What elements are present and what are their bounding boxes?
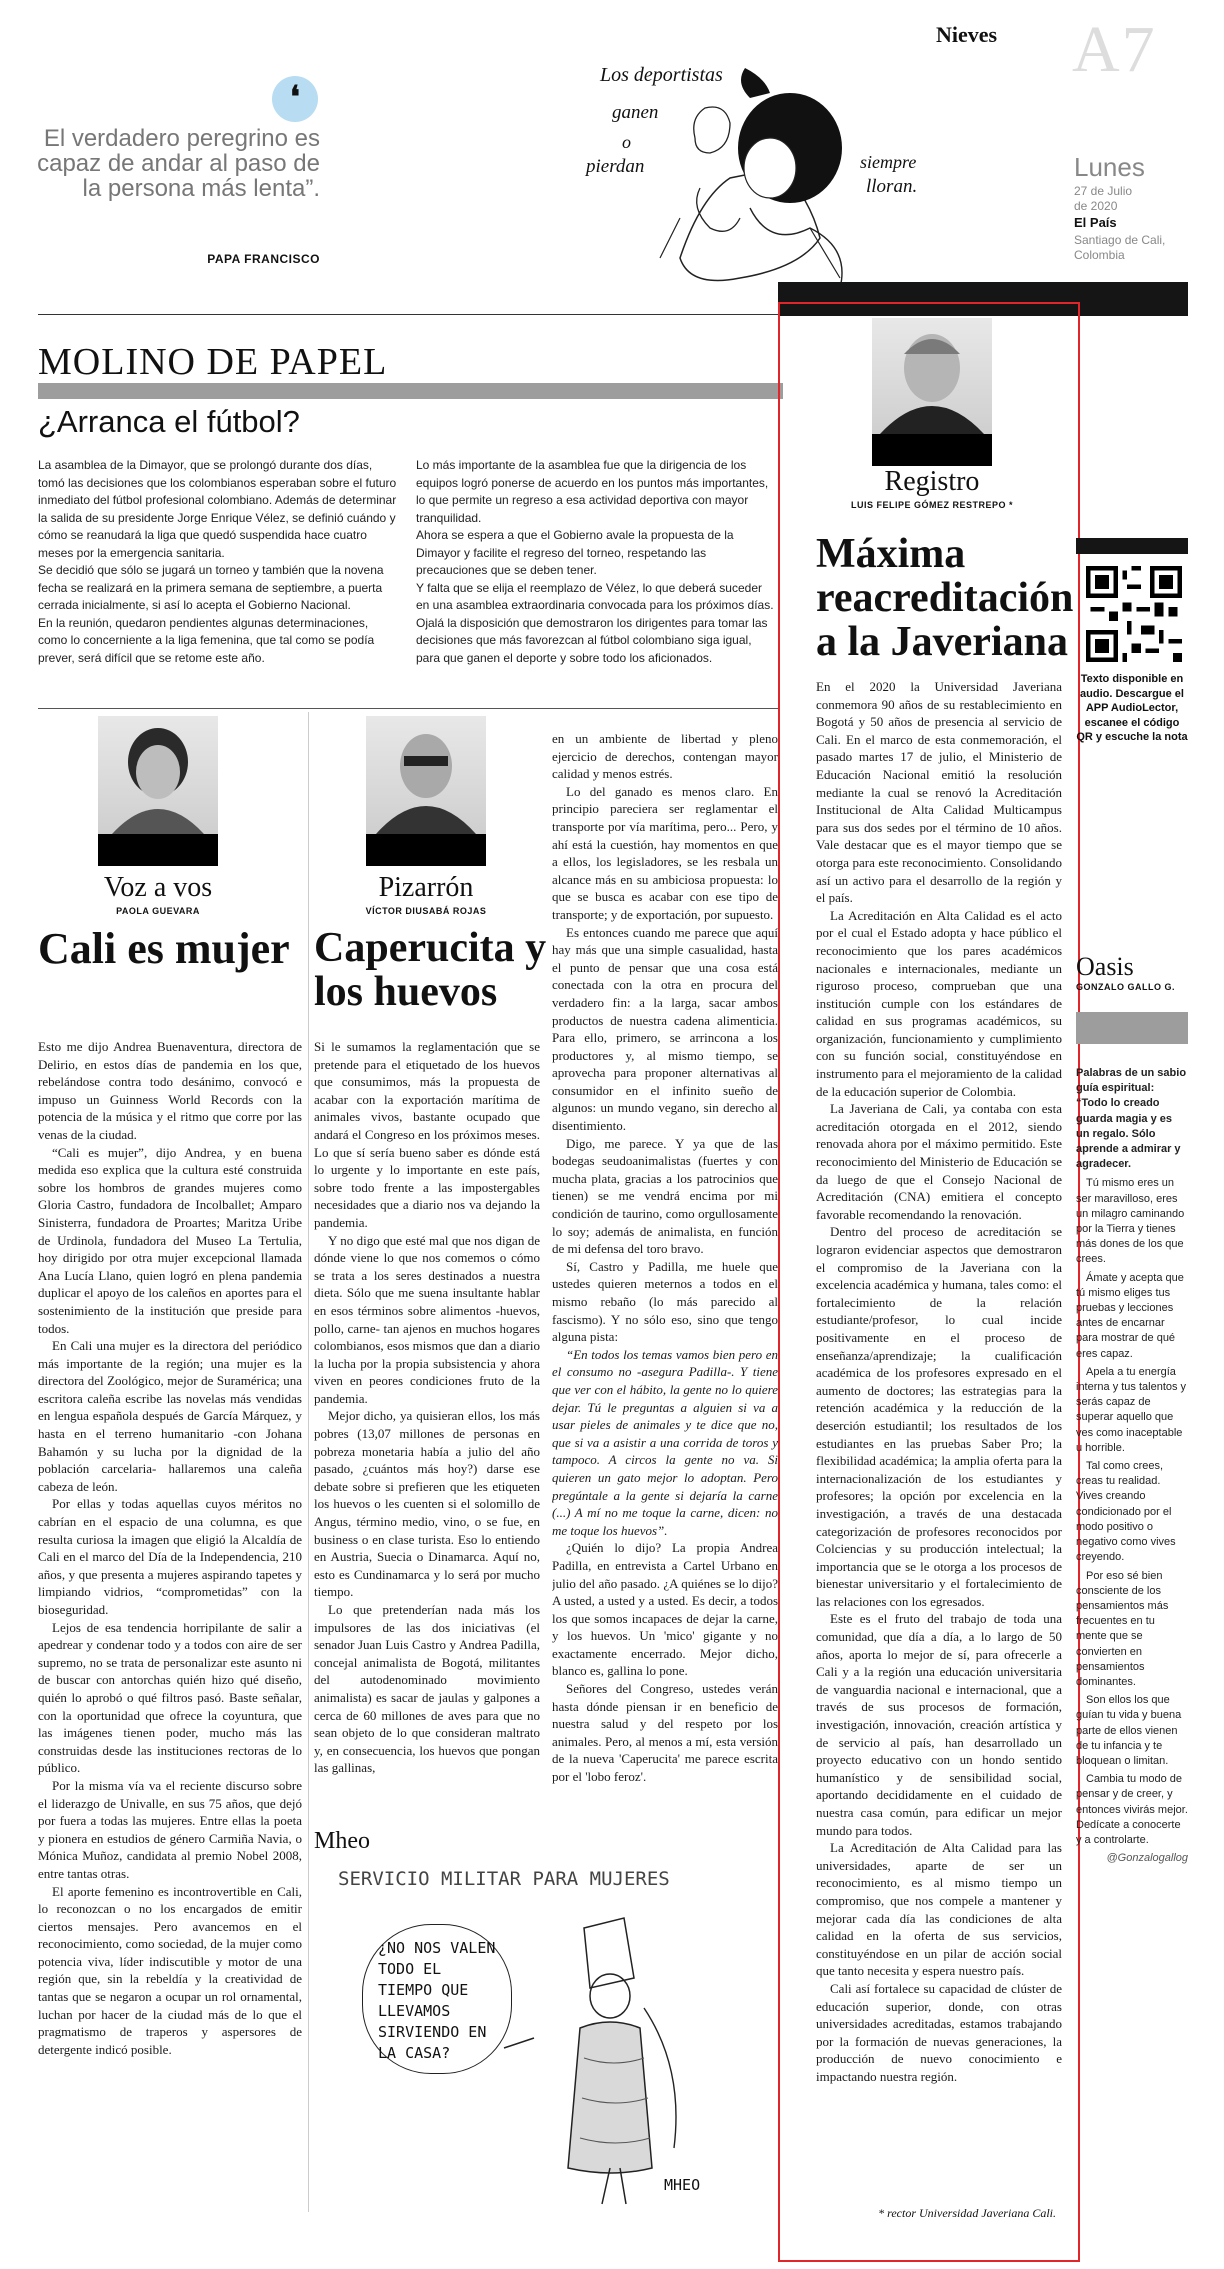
- pizarron-body-2: [552, 730, 778, 1818]
- section-name: Nieves: [936, 22, 998, 47]
- cartoon-text-6: lloran.: [866, 176, 918, 197]
- author-photo: [98, 716, 218, 834]
- oasis-p3: Apela a tu energía interna y tus talentos y serás capaz de superar aquello que ves como inaceptable u horrible.: [1076, 1365, 1187, 1454]
- oasis-body: [1076, 1066, 1188, 2106]
- photo-bar: [366, 834, 486, 866]
- registro-footnote: * rector Universidad Javeriana Cali.: [878, 2206, 1056, 2220]
- pizarron-p10: ¿Quién lo dijo? La propia Andrea Padilla, en entrevista a Cartel Urbano en julio del año pasado. ¿A quiénes se lo dijo? A usted, a usted y a usted. Es decir, a todos los que somos incapaces de dejar la carne, y los huevos. Un 'mico' gigante y no exactamente encerrado. Mejor dicho, blanco es, gallina lo pone.: [552, 1540, 778, 1679]
- registro-p7: Cali así fortalece su capacidad de clúster de educación superior, donde, con otras universidades acreditadas, estamos trabajando por la formación de nuevas generaciones, la producción de nuevo conocimiento e impactando nuestra región.: [816, 1980, 1062, 2084]
- cartoon-text-5: siempre: [860, 152, 917, 172]
- column-name-voz: Voz a vos: [103, 872, 213, 903]
- oasis-p6: Son ellos los que guían tu vida y buena parte de ellos vienen de tu infancia y te bloquean o limitan.: [1076, 1694, 1182, 1767]
- voz-p1: Esto me dijo Andrea Buenaventura, directora de Delirio, en estos días de pandemia en los que, rebelándose contra todo desánimo, convocó e impuso un Guinness World Records con la potencia de la música y el ritmo que corre por las venas de la ciudad.: [38, 1039, 302, 1142]
- editorial-p4: Lo más importante de la asamblea fue que la dirigencia de los equipos logró ponerse de acuerdo en los puntos más importantes, lo que permite un regreso a esa actividad deportiva con mayor tranquilidad.: [416, 458, 769, 525]
- pizarron-p2: Y no digo que esté mal que nos digan de dónde viene lo que nos comemos o cómo se trata a los seres destinados a nuestra dieta. Sólo que me suena insultante hablar en esos términos sobre alimentos -huevos, pollo, carne- tan ajenos en muchos hogares colombianos, esos mismos que dan a diario la lucha por la propia subsistencia y ahora viven en peores condiciones fruto de la pandemia.: [314, 1232, 540, 1406]
- quote-icon: ❛: [272, 76, 318, 122]
- editorial-p6: Y falta que se elija el reemplazo de Vélez, lo que deberá suceder en una asamblea extraordinaria convocada para los próximos días.: [416, 580, 774, 612]
- pizarron-p8: Digo, me parece. Y ya que de las bodegas seudoanimalistas (fuertes y con mucha plata, gracias a los patrocinios que tienen) se me vendrá encima por mi condición de taurino, como orgullosamente lo soy; además de animalista, en función de mi defensa del toro bravo.: [552, 1135, 778, 1257]
- sidebar-black-bar: [1076, 538, 1188, 554]
- pizarron-p3: Mejor dicho, ya quisieran ellos, los más pobres (13,07 millones de personas en pobreza monetaria había a julio del año pasado, ¿cuántos más hoy?) darse ese debate sobre si prefieren que les etiqueten los huevos o les cuenten si el solomillo de Angus, término medio, vino, o se fue, en business o en clase turista. Eso lo entiendo en Austria, Suecia o Dinamarca. Aquí no, esto es Cundinamarca y lo será por mucho tiempo.: [314, 1408, 540, 1600]
- column-name-pizarron: Pizarrón: [378, 872, 474, 903]
- oasis-p7: Cambia tu modo de pensar y de creer, y entonces vivirás mejor. Dedícate a conocerte y a controlarte.: [1076, 1773, 1188, 1846]
- voz-p6: Por la misma vía va el reciente discurso sobre el liderazgo de Univalle, en sus 75 años, que dejó por fuera a todas las mujeres. Entre ellas la poeta y pionera en estudios de género Carmiña Navia, o Mónica Muñoz, candidata al premio Nobel 2008, entre tantas otras.: [38, 1777, 302, 1881]
- mheo-title: SERVICIO MILITAR PARA MUJERES: [338, 1868, 670, 1890]
- qr-caption: Texto disponible en audio. Descargue el APP AudioLector, escanee el código QR y escuche la nota: [1076, 673, 1188, 743]
- editorial-title: ¿Arranca el fútbol?: [38, 404, 300, 439]
- date-line-2: de 2020: [1074, 199, 1118, 213]
- pizarron-p1: Si le sumamos la reglamentación que se pretende para el etiquetado de los huevos que consumimos, más la propuesta de acabar con la exportación marítima de animales vivos, bastante ocupado que andará el Congreso en los próximos meses. Lo que sí sería bueno saber es dónde está lo urgente y lo importante en este país, sobre todo frente a las impostergables necesidades que a diario nos va dejando la pandemia.: [314, 1039, 540, 1230]
- editorial-col-1: [38, 457, 398, 697]
- author-photo: [366, 716, 486, 834]
- editorial-p2: Se decidió que sólo se jugará un torneo y también que la novena fecha se realizará en la primera semana de septiembre, a puerta cerrada inicialmente, si así lo acepta el Gobierno Nacional.: [38, 563, 384, 612]
- headline-registro: Máxima reacreditación a la Javeriana: [816, 531, 1074, 666]
- column-name-oasis: Oasis: [1076, 952, 1134, 981]
- mheo-bubble-text: ¿NO NOS VALEN TODO EL TIEMPO QUE LLEVAMOS SIRVIENDO EN LA CASA?: [378, 1939, 496, 2062]
- city-line-2: Colombia: [1074, 248, 1125, 262]
- pizarron-p9: Sí, Castro y Padilla, me huele que ustedes quieren meternos a todos en el mismo rebaño (lo más parecido al fascismo). Y no sólo eso, sino que tengo alguna pista:: [552, 1258, 778, 1345]
- section-title: MOLINO DE PAPEL: [38, 341, 388, 383]
- cartoon-text-1: Los deportistas: [600, 64, 723, 86]
- registro-p1: En el 2020 la Universidad Javeriana conmemora 90 años de su restablecimiento en Bogotá y 50 años de presencia al servicio de Cali. En el marco de esta conmemoración, el pasado martes 17 de julio, el Ministerio de Educación Nacional emitió la resolución mediante la cual se renovó la Acreditación Institucional de Alta Calidad Multicampus para sus dos sedes por el término de 10 años. Vale destacar que es el mayor tiempo que se otorga para este reconocimiento. Consolidando así un activo para el desarrollo de la región y el país.: [816, 679, 1062, 906]
- author-name-oasis: GONZALO GALLO G.: [1076, 982, 1175, 992]
- mheo-label: Mheo: [314, 1828, 370, 1854]
- pizarron-p6: Lo del ganado es menos claro. En principio pareciera ser reglamentar el transporte por vía marítima, pero... Pero, y ahí está la cuestión, hay momentos en que a ellos, los legisladores, se les resbala un alcance más en su ambiciosa propuesta: lo que se busca es acabar con ese tipo de transporte; y de exportación, por supuesto.: [552, 783, 778, 922]
- column-divider: [308, 712, 309, 2212]
- voz-p4: Por ellas y todas aquellas cuyos méritos no cabrían en el espacio de una columna, es que resulta curiosa la imagen que eligió la Alcaldía de Cali en el marco del Día de la Independencia, 210 años, y que presenta a mujeres aspirando tapetes y limpiando vidrios, “comprometidas” con la bioseguridad.: [38, 1496, 302, 1617]
- headline-pizarron: Caperucita y los huevos: [314, 925, 547, 1016]
- oasis-handle[interactable]: @Gonzalogallog: [1106, 1852, 1188, 1865]
- cartoon-text-4: pierdan: [586, 156, 645, 177]
- editorial-p7: Ojalá la disposición que demostraron los dirigentes para tomar las decisiones que más favorezcan al fútbol colombiano siga igual, para que ganen el deporte y sobre todo los aficionados.: [416, 615, 768, 665]
- author-name-voz: PAOLA GUEVARA: [116, 906, 200, 916]
- editorial-p5: Ahora se espera a que el Gobierno avale la propuesta de la Dimayor y facilite el regreso del torneo, respetando las precauciones que se deben tener.: [416, 528, 734, 577]
- registro-body: [816, 678, 1062, 2218]
- author-name-registro: LUIS FELIPE GÓMEZ RESTREPO *: [850, 500, 1014, 510]
- pizarron-p4: Lo que pretenderían nada más los impulsores de las dos iniciativas (el senador Juan Luis Castro y Andrea Padilla, concejal animalista de Bogotá, militantes del autodenominado movimiento animalista) es sacar de jaulas y galpones a cerca de 60 millones de aves para que no sean objeto de lo que consideran maltrato y, en consecuencia, los huevos que pongan las gallinas,: [314, 1602, 540, 1776]
- registro-p4: Dentro del proceso de acreditación se lograron evidenciar aspectos que demostraron el compromiso de la Javeriana con la excelencia académica y humana, tales como: el fortalecimiento de la relación estudiante/profesor, lo cual incide positivamente en el proceso de enseñanza/aprendizaje; la cualificación académica de los profesores expresado en el aumento de doctores; las estrategias para la retención académica y la reducción de la deserción estudiantil; los resultados de los estudiantes en las pruebas Saber Pro; la flexibilidad académica; la amplia oferta para la internacionalización de los estudiantes y profesores; la opción por excelencia en la investigación, a través de una destacada categorización de profesores reconocidos por Colciencias y su producción intelectual; la importancia que se le otorga a los procesos de bienestar universitario y el fortalecimiento de las relaciones con los egresados.: [816, 1224, 1062, 1609]
- city-line-1: Santiago de Cali,: [1074, 233, 1166, 247]
- registro-p2: La Acreditación en Alta Calidad es el acto por el cual el Estado adopta y hace público el reconocimiento que los pares académicos nacionales e internacionales, mediante un riguroso proceso, comprueban que una institución cumple con los estándares de calidad en sus programas académicos, su organización, funcionamiento y cumplimiento con su función social, constituyéndose en instrumento para el mejoramiento de la calidad de la educación superior de Colombia.: [816, 907, 1062, 1099]
- photo-bar: [98, 834, 218, 866]
- registro-p6: La Acreditación de Alta Calidad para las universidades, aparte de ser un reconocimiento, es al mismo tiempo un compromiso, que nos compele a mantener y mejorar cada día las condiciones de alta calidad en la oferta de sus servicios, constituyéndose en un pilar de acción social que tanto necesita y espera nuestro país.: [816, 1840, 1062, 1979]
- column-name-registro: Registro: [884, 466, 980, 497]
- oasis-p5: Por eso sé bien consciente de los pensamientos más frecuentes en tu mente que se convierten en pensamientos dominantes.: [1076, 1569, 1169, 1688]
- pizarron-p5: en un ambiente de libertad y pleno ejercicio de derechos, contengan mayor calidad y menos estrés.: [552, 731, 778, 782]
- oasis-p2: Ámate y acepta que tú mismo eliges tus pruebas y lecciones antes de encarnar para mostrar de qué eres capaz.: [1076, 1271, 1184, 1360]
- date-day: Lunes: [1074, 152, 1145, 182]
- pizarron-quote: “En todos los temas vamos bien pero en el consumo no -asegura Padilla-. Y tiene que ver con el hábito, la gente no lo quiere dejar. Tú le preguntas a alguien si va a usar pieles de animales y te dice que no, que si va a asistir a una corrida de toros y tampoco. A circos la gente no va. Si quieren un gato mejor lo adoptan. Pero pregúntale a la gente si dejaría la carne (...) A mí no me toque la carne, dicen: no me toque los huevos”.: [552, 1346, 778, 1538]
- cartoon-text-3: o: [622, 132, 631, 152]
- mheo-signature: MHEO: [664, 2176, 701, 2194]
- header-divider: [38, 314, 778, 315]
- quote-text: El verdadero peregrino es capaz de andar al paso de la persona más lenta”.: [37, 125, 320, 202]
- paper-name: El País: [1074, 215, 1117, 230]
- oasis-p4: Tal como crees, creas tu realidad. Vives creando condicionado por el modo positivo o negativo como vives creyendo.: [1076, 1460, 1176, 1564]
- pizarron-p7: Es entonces cuando me parece que aquí hay más que una simple casualidad, hasta el punto de pensar que una cosa está conectada con la otra en procura del verdadero fin: a la larga, sacar ambos productos de nuestra cadena alimenticia. Para ello, primero, se arrincona a los productores y, al mismo tiempo, se aprovecha para proponer alternativas al consumidor en el infinito sueño de algunos: un mundo vegano, sin derecho al disentimiento.: [552, 924, 778, 1134]
- voz-p2: “Cali es mujer”, dijo Andrea, y en buena medida eso explica que la cultura esté construida sobre los hombros de grandes mujeres como Gloria Castro, fundadora de Incolballet; Amparo Sinisterra, fundadora de Proartes; Maritza Uribe de Urdinola, fundadora del Museo La Tertulia, hoy dirigido por otra mujer excepcional llamada Ana Lucía Llano, quien logró en plena pandemia duplicar el apoyo de los caleños en aportes para el sostenimiento de la institución que preside para todos.: [38, 1144, 302, 1336]
- voz-body: [38, 1038, 302, 2222]
- editorial-p3: En la reunión, quedaron pendientes algunas determinaciones, como lo concerniente a la liga femenina, que tal como se podía prever, será difícil que se retome este año.: [38, 615, 375, 665]
- pizarron-body-1: [314, 1038, 540, 1818]
- cartoon-text-2: ganen: [612, 102, 659, 123]
- editorial-bar: [38, 383, 783, 399]
- woman-figure-icon: [314, 1858, 778, 2216]
- editorial-divider: [38, 708, 778, 709]
- mheo-cartoon: [314, 1858, 778, 2216]
- page-number: A7: [1072, 13, 1157, 86]
- oasis-lead: Palabras de un sabio guía espiritual: “Todo lo creado guarda magia y es un regalo. Sólo aprende a admirar y agradecer.: [1076, 1067, 1187, 1171]
- registro-p3: La Javeriana de Cali, ya contaba con esta acreditación otorgada en el 2012, siendo renovada ahora por el máximo permitido. Este reconocimiento del Ministerio de Educación se da luego de que el Consejo Nacional de Acreditación (CNA) emitiera el concepto favorable recomendando la renovación.: [816, 1101, 1062, 1222]
- editorial-p1: La asamblea de la Dimayor, que se prolongó durante dos días, tomó las decisiones que los colombianos esperaban sobre el futuro inmediato del fútbol profesional colombiano. Además de determinar la salida de su presidente Jorge Enrique Vélez, se definió cuándo y cómo se reanudará la liga que quedó suspendida hace cuatro meses por la emergencia sanitaria.: [38, 458, 397, 560]
- headline-voz: Cali es mujer: [38, 924, 290, 973]
- editorial-col-2: [416, 457, 778, 697]
- author-photo: [872, 318, 992, 434]
- pizarron-p11: Señores del Congreso, ustedes verán hasta dónde piensan ir en beneficio de nuestra salud y del respeto por los animales. Pero, al menos a mí, esta versión de la nueva 'Caperucita' me parece escrita por el 'lobo feroz'.: [552, 1681, 778, 1785]
- voz-p7: El aporte femenino es incontrovertible en Cali, lo reconozcan o no los encargados de emitir ciertos mensajes. Pero avancemos en el reconocimiento, como sociedad, de la mujer como potencia viva, líder indiscutible y motor de una región que, sin la rebeldía y la creatividad de tantas que se negaron a ocupar un rol ornamental, luchan por hacer de la ciudad más de lo que el pragmatismo de traperos y aspersores de detergente indicó posible.: [38, 1883, 302, 2057]
- photo-bar: [872, 434, 992, 466]
- oasis-p1: Tú mismo eres un ser maravilloso, eres un milagro caminando por la Tierra y tienes más dones de los que crees.: [1076, 1177, 1185, 1266]
- date-line-1: 27 de Julio: [1074, 184, 1133, 198]
- oasis-bar: [1076, 1012, 1188, 1044]
- voz-p5: Lejos de esa tendencia horripilante de salir a apedrear y condenar todo y a todos con aire de ser supremo, no se trata de personalizar este asunto ni de buscar con antorchas quién hizo qué diseño, quién lo aprobó o qué filtros pasó. Baste señalar, con la oportunidad que ofrece la coyuntura, que las imágenes tienen poder, mucho más las construidas desde las instituciones rectoras de lo público.: [38, 1619, 302, 1776]
- quote-author: PAPA FRANCISCO: [207, 252, 320, 266]
- registro-p5: Este es el fruto del trabajo de toda una comunidad, que día a día, a lo largo de 50 años, aporta lo mejor de sí, para ofrecerle a Cali y a la región una educación universitaria de vanguardia nacional e internacional, que a través de sus procesos de formación, investigación, innovación, creación artística y de servicio al país, han desarrollado un proyecto educativo con un hondo sentido humanístico y de sensibilidad social, aportando decididamente en el cuidado de nuestra casa común, para edificar un mejor mundo para todos.: [816, 1611, 1062, 1838]
- qr-code-icon[interactable]: [1086, 566, 1182, 662]
- voz-p3: En Cali una mujer es la directora del periódico más importante de la región; una mujer es la directora del Zoológico, mejor de Suramérica; una escritora caleña escribe las novelas más vendidas en lengua española después de García Márquez, y hasta en el terreno humanitario -con Johana Bahamón y su lucha por la dignidad de la población carcelaria- hallaremos una caleña cabeza de león.: [38, 1338, 302, 1494]
- author-name-pizarron: VÍCTOR DIUSABÁ ROJAS: [365, 906, 487, 916]
- top-cartoon: [560, 58, 960, 304]
